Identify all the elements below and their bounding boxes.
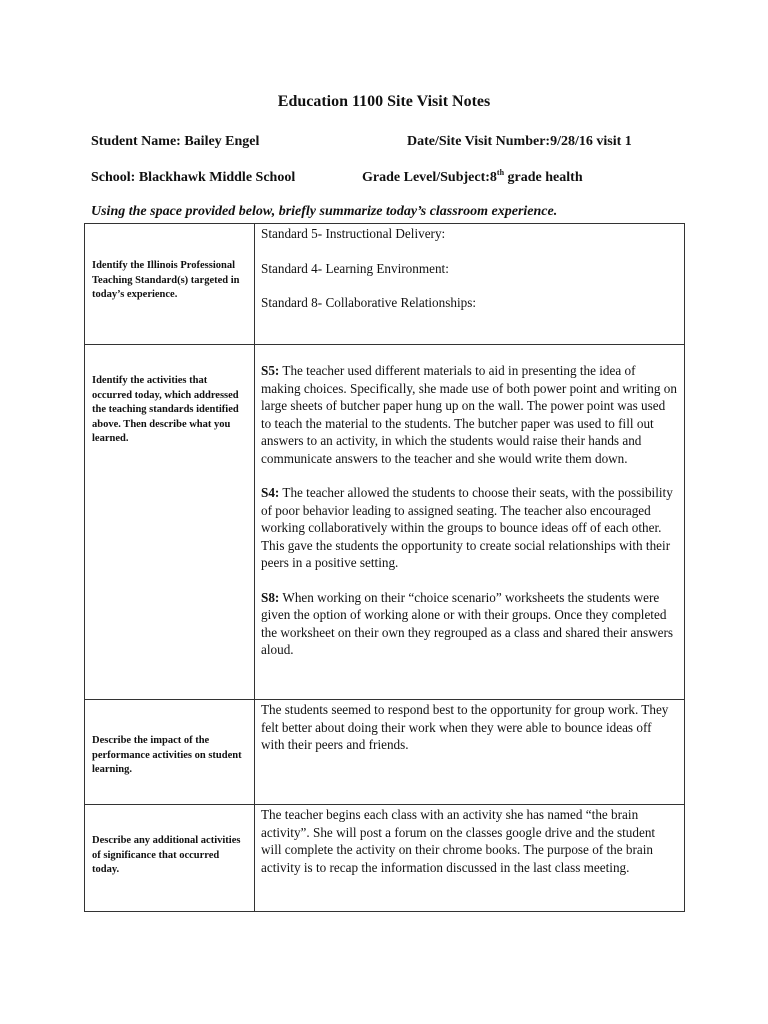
s4-paragraph [261, 484, 678, 572]
table-row-additional [85, 805, 685, 912]
standard-8-line: Standard 8- Collaborative Relationships: [261, 295, 476, 310]
table-row-impact [85, 700, 685, 805]
standards-label: Identify the Illinois Professional Teaching Standard(s) targeted in today’s experience. [92, 260, 240, 301]
additional-label-cell [85, 805, 255, 912]
impact-content-cell [255, 700, 685, 805]
s4-tag: S4: [261, 485, 280, 500]
student-name-line [91, 134, 259, 150]
date-line [407, 134, 632, 150]
instructions: Using the space provided below, briefly summarize today’s classroom experience. [91, 204, 558, 219]
additional-label: Describe any additional activities of significance that occurred today. [92, 835, 241, 876]
s4-text: The teacher allowed the students to choose their seats, with the possibility of poor behavior leading to assigned seating. The teacher also encouraged working collaboratively within the groups to bounce ideas off of each other. This gave the students the opportunity to create social relationships with their peers in a positive setting. [261, 485, 673, 570]
grade-label: Grade Level/Subject: [362, 170, 490, 185]
additional-text: The teacher begins each class with an activity she has named “the brain activity”. She will post a forum on the classes google drive and the student will complete the activity on their chrome books. The purpose of the brain activity is to recap the information discussed in the last class meeting. [261, 807, 656, 875]
additional-content-cell [255, 805, 685, 912]
s5-paragraph [261, 362, 678, 467]
date-value: 9/28/16 visit 1 [550, 134, 632, 149]
visit-notes-table [84, 223, 685, 912]
student-name-value: Bailey Engel [184, 134, 260, 149]
school-label: School: [91, 170, 136, 185]
school-line [91, 170, 295, 186]
page-title: Education 1100 Site Visit Notes [277, 93, 491, 110]
activities-label: Identify the activities that occurred today, which addressed the teaching standards identified above. Then describe what you learned. [92, 375, 239, 445]
s5-tag: S5: [261, 363, 280, 378]
activities-label-cell [85, 345, 255, 700]
s8-paragraph [261, 589, 678, 659]
activities-content-cell [255, 345, 685, 700]
standard-5-line: Standard 5- Instructional Delivery: [261, 226, 446, 241]
school-value: Blackhawk Middle School [138, 170, 296, 185]
impact-text: The students seemed to respond best to the opportunity for group work. They felt better about doing their work when they were able to bounce ideas off with their peers and friends. [261, 702, 669, 752]
grade-value-rest: grade health [504, 170, 583, 185]
impact-label: Describe the impact of the performance activities on student learning. [92, 735, 242, 776]
standards-label-cell [85, 224, 255, 345]
s5-text: The teacher used different materials to aid in presenting the idea of making choices. Specifically, she made use of both power point and writing on large sheets of butcher paper hung up on the wall. The power point was used to teach the material to the students. The butcher paper was used to fill out answers to an activity, in which the students would raise their hands and communicate answers to the teacher and she would write them down. [261, 363, 677, 466]
standards-content-cell [255, 224, 685, 345]
date-label: Date/Site Visit Number: [407, 134, 551, 149]
impact-label-cell [85, 700, 255, 805]
grade-line [362, 170, 583, 186]
table-row-standards [85, 224, 685, 345]
s8-tag: S8: [261, 589, 280, 605]
grade-value-num: 8 [489, 170, 497, 185]
s8-text: When working on their “choice scenario” worksheets the students were given the option of working alone or with their groups. Once they completed the worksheet on their own they regrouped as a class and shared their answers aloud. [261, 589, 673, 657]
student-name-label: Student Name: [91, 134, 181, 149]
grade-value-sup: th [496, 168, 505, 177]
standard-4-line: Standard 4- Learning Environment: [261, 260, 449, 276]
table-row-activities [85, 345, 685, 700]
